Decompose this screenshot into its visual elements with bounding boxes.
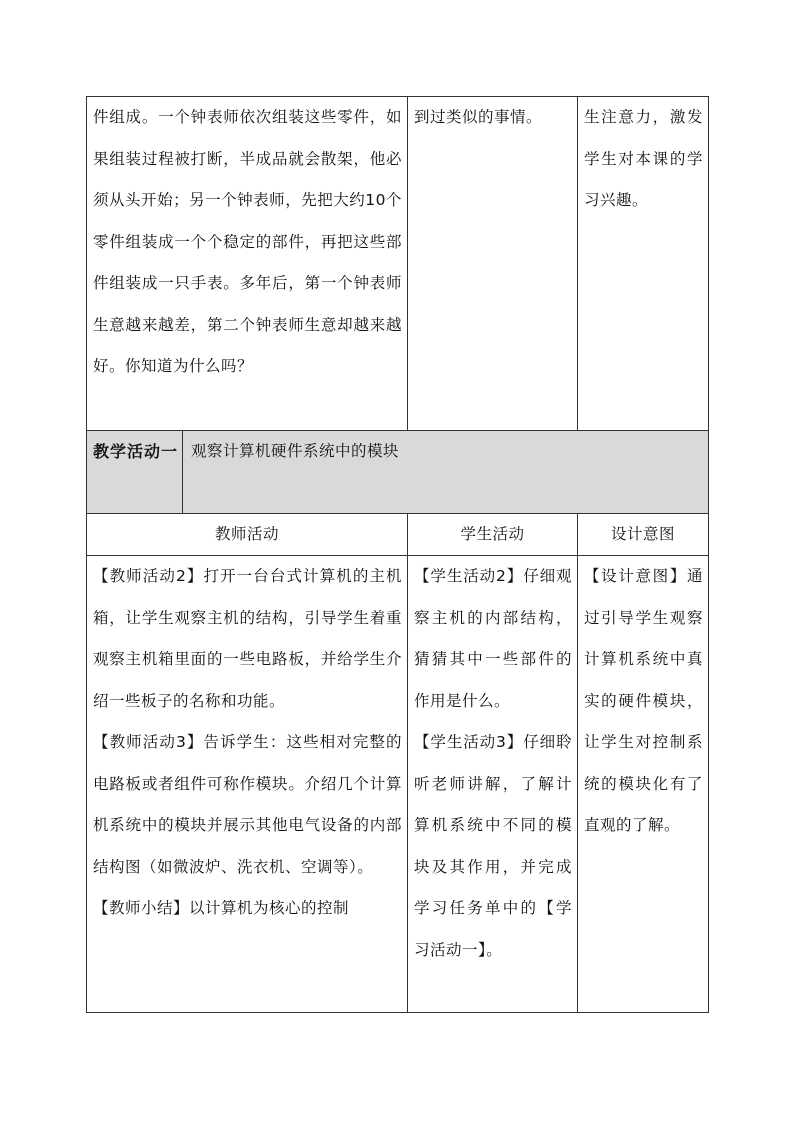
- header-row: [87, 514, 709, 556]
- intro-student-text: 到过类似的事情。: [414, 108, 543, 126]
- design-intent-text: [578, 556, 708, 847]
- activity-title-cell: [87, 431, 183, 514]
- student-activity-text: [408, 556, 577, 971]
- teacher-paragraph: 【教师活动3】告诉学生：这些相对完整的电路板或者组件可称作模块。介绍几个计算机系统中的模块并展示其他电气设备的内部结构图（如微波炉、洗衣机、空调等）。: [93, 733, 403, 876]
- activity-description: 观察计算机硬件系统中的模块: [191, 442, 400, 460]
- lesson-plan-table: [86, 96, 709, 1013]
- teacher-activity-cell: [87, 556, 408, 1013]
- intro-design-cell: [578, 97, 709, 431]
- intro-student-cell: [408, 97, 578, 431]
- student-paragraph: 【学生活动3】仔细聆听老师讲解，了解计算机系统中不同的模块及其作用，并完成学习任务单中的【学习活动一】。: [414, 733, 573, 959]
- teacher-paragraph: 【教师小结】以计算机为核心的控制: [93, 899, 350, 917]
- intro-teacher-cell: [87, 97, 408, 431]
- intro-row: [87, 97, 709, 431]
- teacher-paragraph: 【教师活动2】打开一台台式计算机的主机箱，让学生观察主机的结构，引导学生着重观察主机箱里面的一些电路板，并给学生介绍一些板子的名称和功能。: [93, 567, 403, 710]
- intro-teacher-text: 件组成。一个钟表师依次组装这些零件，如果组装过程被打断，半成品就会散架，他必须从头开始；另一个钟表师，先把大约10个零件组装成一个个稳定的部件，再把这些部件组装成一只手表。多年后，第一个钟表师生意越来越差，第二个钟表师生意却越来越好。你知道为什么吗？: [93, 108, 403, 375]
- activity-title: 教学活动一: [93, 442, 179, 461]
- header-student: 学生活动: [408, 514, 578, 556]
- design-paragraph: 【设计意图】通过引导学生观察计算机系统中真实的硬件模块，让学生对控制系统的模块化有了直观的了解。: [584, 567, 704, 834]
- header-teacher: 教师活动: [87, 514, 408, 556]
- student-paragraph: 【学生活动2】仔细观察主机的内部结构，猜猜其中一些部件的作用是什么。: [414, 567, 573, 710]
- header-design: 设计意图: [578, 514, 709, 556]
- activity-desc-cell: [183, 431, 709, 514]
- activity-content-row: [87, 556, 709, 1013]
- student-activity-cell: [408, 556, 578, 1013]
- design-intent-cell: [578, 556, 709, 1013]
- activity-title-row: [87, 431, 709, 514]
- intro-design-text: 生注意力，激发学生对本课的学习兴趣。: [584, 108, 704, 209]
- teacher-activity-text: [87, 556, 407, 930]
